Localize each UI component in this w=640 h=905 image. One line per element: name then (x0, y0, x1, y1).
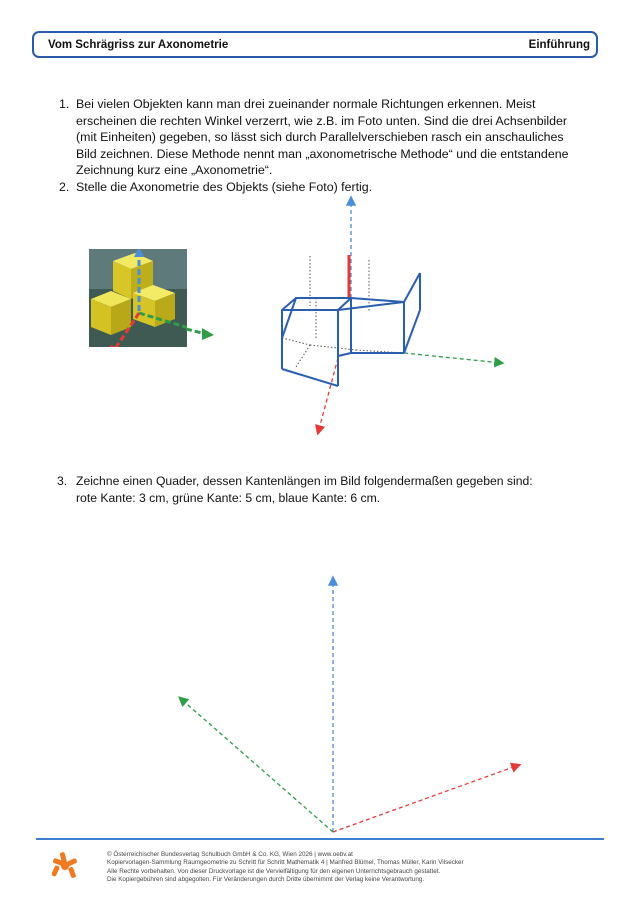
footer-line: Die Kopiergebühren sind abgegolten. Für Veränderungen durch Dritte übernimmt der Verlag keine Verantwortung. (107, 875, 425, 883)
footer-line: Kopiervorlagen-Sammlung Raumgeometrie zu Schritt für Schritt Mathematik 4 | Manfred Blümel, Thomas Müller, Karin Vilsecker (107, 859, 464, 867)
task-3-axes (180, 578, 519, 832)
task-line: (mit Einheiten) gegeben, so lässt sich durch Parallelverschieben rasch ein anschauliches (76, 130, 564, 144)
task-line: Zeichnung kurz eine „Axonometrie“. (76, 163, 273, 177)
task-2-axonometry (282, 198, 502, 433)
photo-green-arrow (186, 328, 214, 340)
section-label: Einführung (528, 38, 590, 51)
page-title: Vom Schrägriss zur Axonometrie (48, 38, 229, 51)
footer-line: © Österreichischer Bundesverlag Schulbuch GmbH & Co. KG, Wien 2026 | www.oebv.at (107, 851, 353, 858)
task-number: 1. (59, 97, 70, 111)
task-text (76, 473, 533, 506)
task-number: 3. (57, 474, 68, 488)
axis-red (333, 765, 519, 832)
task-number: 2. (59, 180, 70, 194)
axis-x (318, 358, 338, 433)
axis-y (404, 353, 502, 363)
footer-line: Alle Rechte vorbehalten. Von dieser Druckvorlage ist die Vervielfältigung für den eigenen Unterrichtsgebrauch gestattet. (107, 867, 441, 875)
task-line: Stelle die Axonometrie des Objekts (siehe Foto) fertig. (76, 180, 373, 194)
task-line: erscheinen die rechten Winkel verzerrt, wie z.B. im Foto unten. Sind die drei Achsenbilder (76, 113, 568, 128)
task-line: Bei vielen Objekten kann man drei zueinander normale Richtungen erkennen. Meist (76, 97, 536, 111)
task-line: rote Kante: 3 cm, grüne Kante: 5 cm, blaue Kante: 6 cm. (76, 490, 381, 505)
task-line: Bild zeichnen. Diese Methode nennt man „axonometrische Methode“ und die entstandene (76, 146, 569, 161)
axis-green (180, 698, 333, 832)
footer-text (107, 851, 464, 884)
task-line: Zeichne einen Quader, dessen Kantenlängen im Bild folgendermaßen gegeben sind: (76, 474, 533, 488)
publisher-logo-icon (52, 852, 78, 880)
footer-divider (36, 838, 604, 840)
